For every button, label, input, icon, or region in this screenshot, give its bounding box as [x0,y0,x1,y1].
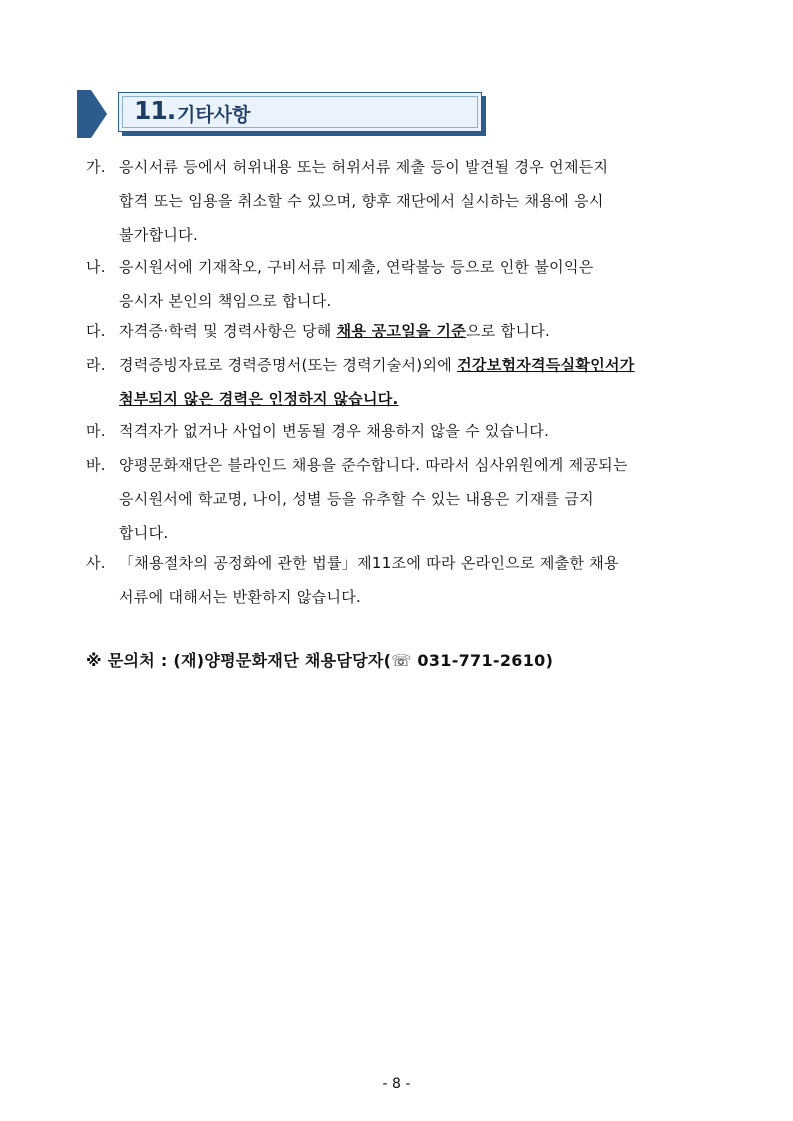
item-line: 응시자 본인의 책임으로 합니다. [119,292,332,310]
section-number: 11. [134,96,176,125]
emphasis-text: 건강보험자격득실확인서가 [457,356,635,374]
list-item [86,348,718,416]
list-marker: 다. [86,322,106,340]
item-line: 서류에 대해서는 반환하지 않습니다. [119,588,362,606]
list-item [86,150,718,252]
list-marker: 사. [86,554,106,572]
item-line [119,382,718,416]
section-title-box-inner [122,96,478,128]
section-title: 기타사항 [177,104,251,126]
list-marker: 가. [86,158,106,176]
list-item [86,314,718,348]
item-line: 합니다. [119,524,169,542]
item-text: 자격증·학력 및 경력사항은 당해 [119,322,337,340]
emphasis-text: 채용 공고일을 기준 [336,322,466,340]
item-line: 응시원서에 기재착오, 구비서류 미제출, 연락불능 등으로 인한 불이익은 [119,258,594,276]
list-item [86,414,718,448]
item-line: 「채용절차의 공정화에 관한 법률」제11조에 따라 온라인으로 제출한 채용 [119,554,619,572]
item-line: 불가합니다. [119,226,199,244]
item-line: 양평문화재단은 블라인드 채용을 준수합니다. 따라서 심사위원에게 제공되는 [119,456,628,474]
item-line: 응시서류 등에서 허위내용 또는 허위서류 제출 등이 발견될 경우 언제든지 [119,158,609,176]
list-item [86,546,718,614]
list-item [86,448,718,550]
list-item [86,250,718,318]
page-number: - 8 - [382,1076,411,1092]
item-line: 합격 또는 임용을 취소할 수 있으며, 향후 재단에서 실시하는 채용에 응시 [119,192,604,210]
item-text: 경력증빙자료로 경력증명서(또는 경력기술서)외에 [119,356,458,374]
contact-info: ※ 문의처 : (재)양평문화재단 채용담당자(☏ 031-771-2610) [86,651,554,670]
list-marker: 라. [86,356,106,374]
item-line [119,348,718,382]
list-marker: 바. [86,456,106,474]
list-marker: 마. [86,422,106,440]
emphasis-text: 첨부되지 않은 경력은 인정하지 않습니다. [119,390,399,408]
list-marker: 나. [86,258,106,276]
section-header [77,90,487,138]
item-line: 적격자가 없거나 사업이 변동될 경우 채용하지 않을 수 있습니다. [119,422,550,440]
item-text: 으로 합니다. [466,322,551,340]
section-arrow-icon [77,90,91,138]
section-arrow-tip [91,90,107,138]
item-line [119,314,718,348]
item-line: 응시원서에 학교명, 나이, 성별 등을 유추할 수 있는 내용은 기재를 금지 [119,490,594,508]
